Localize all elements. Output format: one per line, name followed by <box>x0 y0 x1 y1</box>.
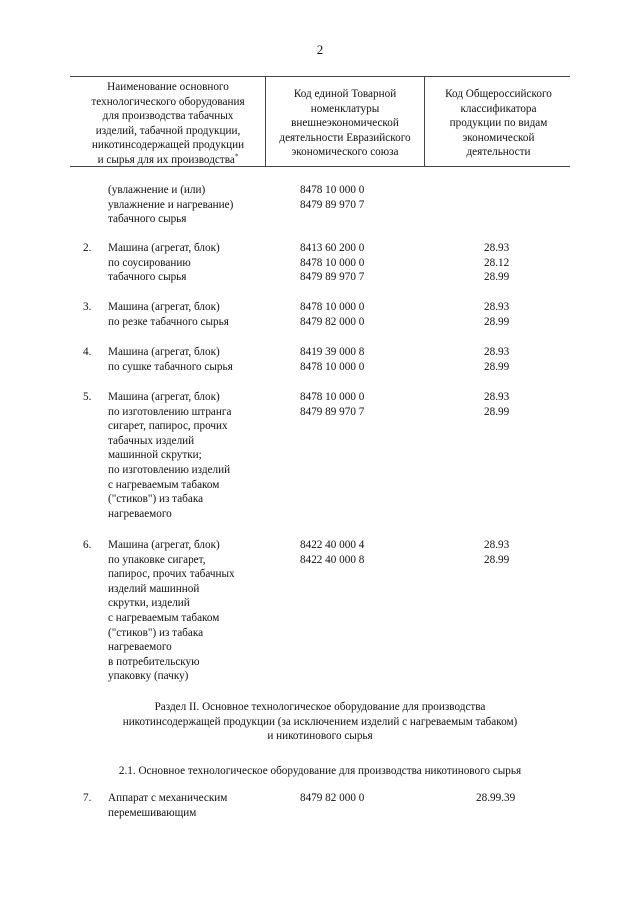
row-number: 7. <box>83 792 92 804</box>
okved-codes: 28.99.39 <box>476 792 516 804</box>
okved-codes: 28.93 28.12 28.99 <box>484 242 510 284</box>
tnved-codes: 8479 82 000 0 <box>300 792 365 804</box>
equipment-name: Машина (агрегат, блок) по соусированию табачного сырья <box>108 242 220 284</box>
header-tnved-column: Код единой Товарной номенклатуры внешнеэкономической деятельности Евразийского экономического союза <box>279 88 411 159</box>
tnved-codes: 8419 39 000 8 8478 10 000 0 <box>300 346 365 373</box>
table-top-rule <box>70 76 570 77</box>
tnved-codes: 8422 40 000 4 8422 40 000 8 <box>300 539 365 566</box>
tnved-codes: 8478 10 000 0 8479 82 000 0 <box>300 301 365 328</box>
section-heading: Раздел II. Основное технологическое оборудование для производства никотинсодержащей продукции (за исключением изделий с нагреваемым табаком) и никотинового сырья <box>122 701 518 743</box>
row-number: 2. <box>83 242 92 254</box>
page-number: 2 <box>316 42 324 57</box>
footnote-marker: * <box>234 152 239 161</box>
tnved-codes: 8478 10 000 0 8479 89 970 7 <box>300 391 365 418</box>
okved-codes: 28.93 28.99 <box>484 346 510 373</box>
header-name-column: Наименование основного технологического оборудования для производства табачных изделий, табачной продукции, никотинсодержащей продукции и сырья для их производства* <box>91 81 245 166</box>
row-number: 4. <box>83 346 92 358</box>
row-number: 6. <box>83 539 92 551</box>
okved-codes: 28.93 28.99 <box>484 391 510 418</box>
equipment-name: Машина (агрегат, блок) по изготовлению штранга сигарет, папирос, прочих табачных изделий машинной скрутки; по изготовлению изделий с нагреваемым табаком ("стиков") из табака нагреваемого <box>108 391 232 520</box>
okved-codes: 28.93 28.99 <box>484 539 510 566</box>
equipment-name: Аппарат с механическим перемешивающим <box>108 792 228 819</box>
row-number: 5. <box>83 391 92 403</box>
row-number: 3. <box>83 301 92 313</box>
equipment-name: Машина (агрегат, блок) по сушке табачного сырья <box>108 346 233 373</box>
subsection-heading: 2.1. Основное технологическое оборудование для производства никотинового сырья <box>118 765 522 777</box>
equipment-name: Машина (агрегат, блок) по резке табачного сырья <box>108 301 229 328</box>
header-okved-column: Код Общероссийского классификатора продукции по видам экономической деятельности <box>445 88 552 159</box>
okved-codes: 28.93 28.99 <box>484 301 510 328</box>
equipment-name: (увлажнение и (или) увлажнение и нагревание) табачного сырья <box>108 184 234 226</box>
tnved-codes: 8413 60 200 0 8478 10 000 0 8479 89 970 7 <box>300 242 365 284</box>
equipment-name: Машина (агрегат, блок) по упаковке сигарет, папирос, прочих табачных изделий машинной скрутки, изделий с нагреваемым табаком ("стиков") из табака нагреваемого в потребительскую упаковку (пачку) <box>108 539 235 683</box>
tnved-codes: 8478 10 000 0 8479 89 970 7 <box>300 184 365 211</box>
